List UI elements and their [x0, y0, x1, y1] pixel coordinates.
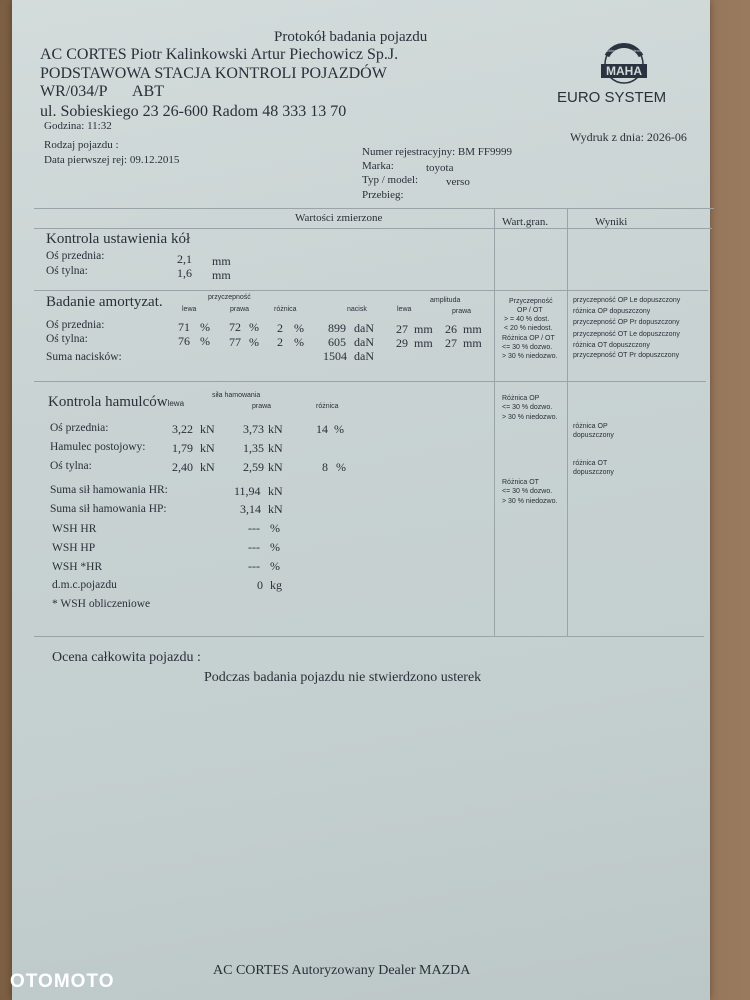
shock-amp-right-header: prawa [452, 308, 472, 315]
shock-limit-5: Różnica OP / OT [502, 335, 555, 342]
shock-limit-6: <= 30 % dozwo. [502, 344, 553, 351]
brake-result-op-2: dopuszczony [573, 432, 614, 439]
column-header-measured: Wartości zmierzone [295, 212, 383, 224]
shock-front-amp-right-unit: mm [463, 322, 482, 336]
vehicle-type-label: Rodzaj pojazdu : [44, 139, 119, 151]
wsh-hr-label: WSH HR [52, 523, 97, 535]
brake-limit-ot-1: Różnica OT [502, 479, 539, 486]
brake-limit-op-1: Różnica OP [502, 395, 540, 402]
shock-right-header: prawa [230, 306, 250, 313]
brake-sum-hp-unit: kN [268, 502, 283, 516]
shock-front-diff-unit: % [294, 321, 304, 335]
station-address: ul. Sobieskiego 23 26-600 Radom 48 333 13 70 [40, 103, 347, 120]
brake-front-right: 3,73 [243, 422, 264, 436]
shock-limit-1: Przyczepność [509, 298, 553, 305]
wsh-star-label: WSH *HR [52, 561, 103, 573]
shock-result-2: różnica OP dopuszczony [573, 308, 651, 315]
shock-result-5: różnica OT dopuszczony [573, 342, 650, 349]
brake-right-header: prawa [252, 403, 272, 410]
brake-front-diff: 14 [316, 422, 328, 436]
logo-mark-text: MAHA [606, 64, 642, 78]
brake-rear-diff-unit: % [336, 460, 346, 474]
shock-rear-right-unit: % [249, 335, 259, 349]
brake-rear-left: 2,40 [172, 460, 193, 474]
brake-front-left: 3,22 [172, 422, 193, 436]
maha-logo [597, 42, 651, 92]
brake-sum-hp-label: Suma sił hamowania HP: [50, 503, 167, 515]
shock-limit-7: > 30 % niedozwo. [502, 353, 558, 360]
brake-sum-hr-unit: kN [268, 484, 283, 498]
shock-test-title: Badanie amortyzat. [46, 294, 163, 310]
dmc-label: d.m.c.pojazdu [52, 579, 117, 591]
brake-force-header: siła hamowania [212, 392, 261, 399]
company-name: AC CORTES Piotr Kalinkowski Artur Piechowicz Sp.J. [40, 46, 399, 63]
shock-result-6: przyczepność OT Pr dopuszczony [573, 352, 680, 359]
mileage-label: Przebieg: [362, 189, 404, 201]
shock-diff-header: różnica [274, 306, 297, 313]
shock-pressure-header: nacisk [347, 306, 367, 313]
brake-limit-ot-2: <= 30 % dozwo. [502, 488, 553, 495]
shock-front-amp-right: 26 [445, 322, 457, 336]
brake-title-sub: lewa [167, 399, 185, 408]
shock-front-right-unit: % [249, 320, 259, 334]
shock-sum-value: 1504 [323, 349, 347, 363]
section-divider-3 [34, 636, 704, 637]
shock-rear-left: 76 [178, 334, 190, 348]
make-value: toyota [426, 162, 454, 174]
brake-front-label: Oś przednia: [50, 422, 109, 434]
brake-limit-op-2: <= 30 % dozwo. [502, 404, 553, 411]
shock-front-left: 71 [178, 320, 190, 334]
station-code: WR/034/P [40, 83, 108, 100]
otomoto-watermark: OTOMOTO [10, 971, 115, 992]
overall-assessment-text: Podczas badania pojazdu nie stwierdzono usterek [204, 670, 482, 685]
shock-adhesion-header: przyczepność [208, 294, 251, 301]
section-divider-2 [34, 381, 706, 382]
logo-ring-text: Maschinenbau Haldenwang [599, 48, 649, 53]
brake-limit-op-3: > 30 % niedozwo. [502, 414, 558, 421]
brake-sum-hr-label: Suma sił hamowania HR: [50, 484, 168, 496]
shock-rear-pressure-unit: daN [354, 335, 374, 349]
wheel-rear-unit: mm [212, 268, 231, 282]
shock-rear-amp-left-unit: mm [414, 336, 433, 350]
brake-parking-right: 1,35 [243, 441, 264, 455]
inspection-time: Godzina: 11:32 [44, 120, 112, 132]
brake-rear-label: Oś tylna: [50, 460, 92, 472]
wheel-rear-value: 1,6 [177, 266, 192, 280]
shock-limit-4: < 20 % niedost. [504, 325, 553, 332]
wsh-hr-value: --- [248, 521, 260, 535]
brake-result-ot-2: dopuszczony [573, 469, 614, 476]
shock-rear-diff: 2 [277, 335, 283, 349]
shock-result-4: przyczepność OT Le dopuszczony [573, 331, 680, 338]
shock-limit-3: > = 40 % dost. [504, 316, 550, 323]
brake-rear-right-unit: kN [268, 460, 283, 474]
shock-front-pressure-unit: daN [354, 321, 374, 335]
wheel-front-label: Oś przednia: [46, 250, 105, 262]
shock-amp-left-header: lewa [397, 306, 412, 313]
brand-name: EURO SYSTEM [557, 89, 667, 106]
dmc-value: 0 [257, 578, 263, 592]
brake-result-op-1: różnica OP [573, 423, 608, 430]
model-value: verso [446, 176, 470, 188]
wheel-front-unit: mm [212, 254, 231, 268]
shock-front-right: 72 [229, 320, 241, 334]
column-header-results: Wyniki [595, 216, 628, 228]
shock-rear-pressure: 605 [328, 335, 346, 349]
shock-left-header: lewa [182, 306, 197, 313]
shock-sum-unit: daN [354, 349, 374, 363]
registration-number: Numer rejestracyjny: BM FF9999 [362, 146, 513, 158]
wsh-hp-unit: % [270, 540, 280, 554]
wsh-hp-value: --- [248, 540, 260, 554]
shock-result-3: przyczepność OP Pr dopuszczony [573, 319, 680, 326]
shock-front-pressure: 899 [328, 321, 346, 335]
brake-parking-left-unit: kN [200, 441, 215, 455]
document-title: Protokół badania pojazdu [274, 29, 428, 45]
wheel-alignment-title: Kontrola ustawienia kół [46, 231, 191, 247]
brake-limit-ot-3: > 30 % niedozwo. [502, 498, 558, 505]
brake-parking-right-unit: kN [268, 441, 283, 455]
shock-sum-label: Suma nacisków: [46, 351, 122, 363]
brake-rear-diff: 8 [322, 460, 328, 474]
shock-rear-amp-left: 29 [396, 336, 408, 350]
shock-amplitude-header: amplituda [430, 297, 461, 304]
wsh-star-unit: % [270, 559, 280, 573]
shock-rear-label: Oś tylna: [46, 333, 88, 345]
section-divider-1 [34, 290, 708, 291]
shock-rear-amp-right-unit: mm [463, 336, 482, 350]
wsh-hr-unit: % [270, 521, 280, 535]
brake-front-left-unit: kN [200, 422, 215, 436]
wsh-star-value: --- [248, 559, 260, 573]
shock-rear-amp-right: 27 [445, 336, 457, 350]
model-label: Typ / model: [362, 174, 419, 186]
shock-limit-2: OP / OT [517, 307, 543, 314]
wsh-hp-label: WSH HP [52, 542, 96, 554]
column-divider-2 [567, 208, 568, 636]
brake-sum-hr-value: 11,94 [234, 484, 261, 498]
brake-front-diff-unit: % [334, 422, 344, 436]
shock-rear-right: 77 [229, 335, 241, 349]
shock-front-label: Oś przednia: [46, 319, 105, 331]
station-name: PODSTAWOWA STACJA KONTROLI POJAZDÓW [40, 65, 387, 82]
overall-assessment-label: Ocena całkowita pojazdu : [52, 650, 201, 665]
shock-front-diff: 2 [277, 321, 283, 335]
shock-rear-diff-unit: % [294, 335, 304, 349]
column-divider-1 [494, 208, 495, 636]
brake-diff-header: różnica [316, 403, 339, 410]
printout-date: Wydruk z dnia: 2026-06 [570, 130, 687, 144]
brake-test-title-text: Kontrola hamulców [48, 394, 168, 410]
wheel-front-value: 2,1 [177, 252, 192, 266]
dmc-unit: kg [270, 578, 282, 592]
inspection-protocol-sheet [12, 0, 710, 1000]
brake-result-ot-1: różnica OT [573, 460, 608, 467]
brake-parking-left: 1,79 [172, 441, 193, 455]
shock-rear-left-unit: % [200, 334, 210, 348]
brake-sum-hp-value: 3,14 [240, 502, 261, 516]
table-top-border [34, 208, 714, 209]
station-code-suffix: ABT [132, 83, 164, 100]
brake-front-right-unit: kN [268, 422, 283, 436]
shock-front-amp-left: 27 [396, 322, 408, 336]
make-label: Marka: [362, 160, 394, 172]
brake-rear-left-unit: kN [200, 460, 215, 474]
brake-parking-label: Hamulec postojowy: [50, 441, 146, 453]
shock-front-left-unit: % [200, 320, 210, 334]
wsh-footnote: * WSH obliczeniowe [52, 598, 151, 610]
brake-test-title [48, 395, 184, 410]
table-header-border [34, 228, 712, 229]
footer-dealer: AC CORTES Autoryzowany Dealer MAZDA [213, 963, 471, 978]
shock-result-1: przyczepność OP Le dopuszczony [573, 297, 681, 304]
column-header-limit: Wart.gran. [502, 216, 549, 228]
wheel-rear-label: Oś tylna: [46, 265, 88, 277]
brake-rear-right: 2,59 [243, 460, 264, 474]
shock-front-amp-left-unit: mm [414, 322, 433, 336]
first-registration-date: Data pierwszej rej: 09.12.2015 [44, 154, 180, 166]
